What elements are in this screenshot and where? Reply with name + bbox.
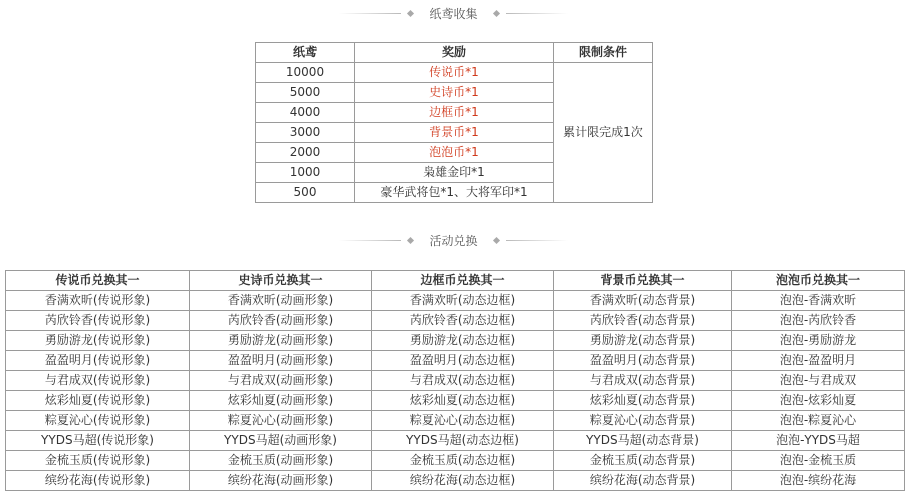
exchange-item-cell: 勇励游龙(传说形象)	[6, 331, 190, 351]
condition-cell: 累计限完成1次	[554, 63, 653, 203]
kite-amount-cell: 5000	[256, 83, 355, 103]
exchange-item-cell: 缤纷花海(动态背景)	[554, 471, 732, 491]
reward-cell: 边框币*1	[355, 103, 554, 123]
divider-line-left	[339, 240, 401, 241]
exchange-item-cell: 勇励游龙(动画形象)	[190, 331, 372, 351]
table-header-row	[6, 271, 905, 291]
table-row	[6, 331, 905, 351]
exchange-item-cell: 芮欣铃香(传说形象)	[6, 311, 190, 331]
column-header: 传说币兑换其一	[6, 271, 190, 291]
exchange-item-cell: YYDS马超(动态边框)	[372, 431, 554, 451]
divider-line-right	[506, 13, 568, 14]
reward-cell: 传说币*1	[355, 63, 554, 83]
exchange-item-cell: 粽夏沁心(传说形象)	[6, 411, 190, 431]
diamond-icon	[492, 236, 499, 243]
table-row	[6, 451, 905, 471]
exchange-item-cell: 盈盈明月(动态边框)	[372, 351, 554, 371]
exchange-item-cell: 芮欣铃香(动态背景)	[554, 311, 732, 331]
column-header: 限制条件	[554, 43, 653, 63]
kite-amount-cell: 4000	[256, 103, 355, 123]
exchange-section-header	[0, 230, 907, 250]
exchange-item-cell: 泡泡-炫彩灿夏	[732, 391, 905, 411]
divider-line-left	[339, 13, 401, 14]
table-row	[6, 411, 905, 431]
exchange-item-cell: 泡泡-盈盈明月	[732, 351, 905, 371]
divider-line-right	[506, 240, 568, 241]
kite-amount-cell: 500	[256, 183, 355, 203]
reward-cell: 泡泡币*1	[355, 143, 554, 163]
exchange-item-cell: 芮欣铃香(动态边框)	[372, 311, 554, 331]
exchange-item-cell: 金梳玉质(动态背景)	[554, 451, 732, 471]
kite-amount-cell: 1000	[256, 163, 355, 183]
column-header: 边框币兑换其一	[372, 271, 554, 291]
kite-amount-cell: 3000	[256, 123, 355, 143]
table-row	[6, 311, 905, 331]
exchange-item-cell: 与君成双(动态背景)	[554, 371, 732, 391]
exchange-item-cell: 缤纷花海(传说形象)	[6, 471, 190, 491]
exchange-item-cell: 香满欢昕(传说形象)	[6, 291, 190, 311]
reward-cell: 背景币*1	[355, 123, 554, 143]
exchange-item-cell: 炫彩灿夏(动画形象)	[190, 391, 372, 411]
table-row	[6, 471, 905, 491]
exchange-item-cell: 与君成双(动态边框)	[372, 371, 554, 391]
exchange-item-cell: 泡泡-与君成双	[732, 371, 905, 391]
exchange-item-cell: 盈盈明月(动画形象)	[190, 351, 372, 371]
exchange-item-cell: 缤纷花海(动态边框)	[372, 471, 554, 491]
kite-amount-cell: 10000	[256, 63, 355, 83]
table-row	[6, 431, 905, 451]
table-header-row	[256, 43, 653, 63]
exchange-item-cell: 盈盈明月(动态背景)	[554, 351, 732, 371]
exchange-item-cell: YYDS马超(传说形象)	[6, 431, 190, 451]
kite-section-header	[0, 3, 907, 23]
exchange-item-cell: 泡泡-YYDS马超	[732, 431, 905, 451]
exchange-item-cell: 泡泡-缤纷花海	[732, 471, 905, 491]
exchange-item-cell: 炫彩灿夏(动态背景)	[554, 391, 732, 411]
column-header: 史诗币兑换其一	[190, 271, 372, 291]
exchange-item-cell: 泡泡-香满欢昕	[732, 291, 905, 311]
table-row	[6, 371, 905, 391]
exchange-item-cell: 缤纷花海(动画形象)	[190, 471, 372, 491]
column-header: 纸鸢	[256, 43, 355, 63]
table-row	[6, 351, 905, 371]
exchange-item-cell: 金梳玉质(动态边框)	[372, 451, 554, 471]
reward-cell: 史诗币*1	[355, 83, 554, 103]
kite-amount-cell: 2000	[256, 143, 355, 163]
exchange-item-cell: 粽夏沁心(动态背景)	[554, 411, 732, 431]
diamond-icon	[492, 9, 499, 16]
exchange-item-cell: 香满欢昕(动画形象)	[190, 291, 372, 311]
table-row	[256, 63, 653, 83]
exchange-item-cell: 盈盈明月(传说形象)	[6, 351, 190, 371]
exchange-section-title: 活动兑换	[429, 233, 478, 248]
exchange-item-cell: 炫彩灿夏(传说形象)	[6, 391, 190, 411]
table-row	[6, 291, 905, 311]
table-row	[6, 391, 905, 411]
column-header: 背景币兑换其一	[554, 271, 732, 291]
kite-reward-table	[255, 42, 653, 203]
reward-cell: 豪华武将包*1、大将军印*1	[355, 183, 554, 203]
exchange-item-cell: 金梳玉质(动画形象)	[190, 451, 372, 471]
exchange-item-cell: 勇励游龙(动态背景)	[554, 331, 732, 351]
exchange-item-cell: 香满欢昕(动态背景)	[554, 291, 732, 311]
exchange-item-cell: 泡泡-粽夏沁心	[732, 411, 905, 431]
exchange-item-cell: 粽夏沁心(动态边框)	[372, 411, 554, 431]
exchange-item-cell: 粽夏沁心(动画形象)	[190, 411, 372, 431]
exchange-item-cell: 泡泡-芮欣铃香	[732, 311, 905, 331]
diamond-icon	[407, 236, 414, 243]
exchange-item-cell: YYDS马超(动画形象)	[190, 431, 372, 451]
exchange-item-cell: 芮欣铃香(动画形象)	[190, 311, 372, 331]
column-header: 奖励	[355, 43, 554, 63]
exchange-item-cell: YYDS马超(动态背景)	[554, 431, 732, 451]
exchange-item-cell: 金梳玉质(传说形象)	[6, 451, 190, 471]
exchange-item-cell: 勇励游龙(动态边框)	[372, 331, 554, 351]
exchange-item-cell: 泡泡-勇励游龙	[732, 331, 905, 351]
reward-cell: 枭雄金印*1	[355, 163, 554, 183]
exchange-item-cell: 与君成双(传说形象)	[6, 371, 190, 391]
diamond-icon	[407, 9, 414, 16]
column-header: 泡泡币兑换其一	[732, 271, 905, 291]
exchange-item-cell: 泡泡-金梳玉质	[732, 451, 905, 471]
exchange-item-cell: 香满欢昕(动态边框)	[372, 291, 554, 311]
exchange-item-cell: 与君成双(动画形象)	[190, 371, 372, 391]
exchange-table	[5, 270, 905, 491]
exchange-item-cell: 炫彩灿夏(动态边框)	[372, 391, 554, 411]
kite-section-title: 纸鸢收集	[429, 6, 478, 21]
